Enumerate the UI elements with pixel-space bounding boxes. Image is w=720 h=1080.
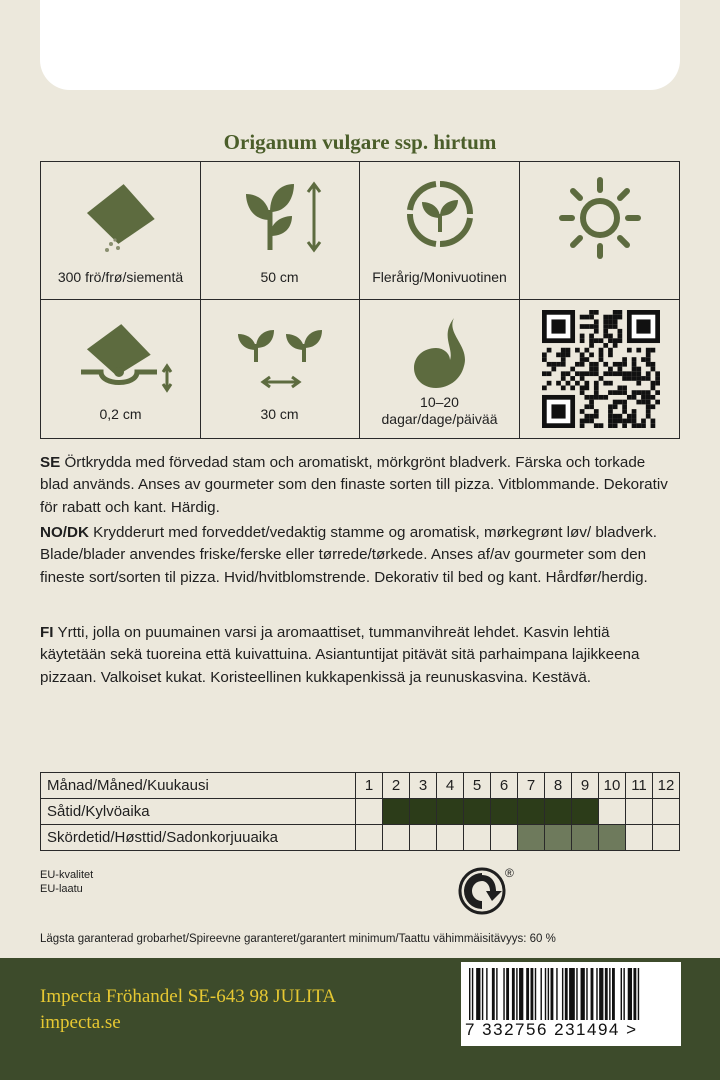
icon-grid (40, 161, 680, 439)
eu-quality-fi: EU-laatu (40, 883, 83, 895)
month-12: 12 (653, 773, 680, 799)
description-se-text: Örtkrydda med förvedad stam och aromatiskt, mörkgrönt bladverk. Färska och torkade blad används. Anses av gourmeter som den finaste sorten till pizza. Vitblommande. Dekorativ för rabatt och kant. Härdig. (40, 454, 668, 516)
sowing-month-7 (518, 799, 545, 825)
month-5: 5 (464, 773, 491, 799)
qr-code-icon[interactable] (542, 310, 660, 428)
month-8: 8 (545, 773, 572, 799)
plant-height-cell (200, 162, 360, 300)
lang-tag-se: SE (40, 454, 61, 471)
sowing-month-10 (599, 799, 626, 825)
sowing-depth-label: 0,2 cm (99, 406, 142, 422)
month-2: 2 (383, 773, 410, 799)
company-website[interactable]: impecta.se (40, 1012, 121, 1033)
plant-spacing-icon (234, 326, 328, 396)
perennial-label: Flerårig/Monivuotinen (372, 269, 507, 285)
sowing-month-11 (626, 799, 653, 825)
month-4: 4 (437, 773, 464, 799)
harvest-month-5 (464, 825, 491, 851)
eu-quality-sv: EU-kvalitet (40, 869, 94, 881)
harvest-month-4 (437, 825, 464, 851)
harvest-month-7 (518, 825, 545, 851)
sowing-month-12 (653, 799, 680, 825)
harvest-month-2 (383, 825, 410, 851)
month-11: 11 (626, 773, 653, 799)
calendar-sowing-row (41, 799, 680, 825)
qr-cell (520, 300, 680, 438)
barcode (461, 962, 681, 1046)
germination-icon (410, 316, 474, 392)
month-7: 7 (518, 773, 545, 799)
sun-cell (520, 162, 680, 300)
sowing-month-4 (437, 799, 464, 825)
description-no-dk-text: Krydderurt med forveddet/vedaktig stamme og aromatisk, mørkegrønt løv/ bladverk. Blade/blader anvendes friske/ferske eller tørrede/tørkede. Anses af/av gourmeter som den fineste sort/sorten til pizza. Hvid/hvitblomstrende. Dekorativ til bed og kant. Hårdfør/herdig. (40, 524, 657, 586)
month-3: 3 (410, 773, 437, 799)
sun-icon (558, 176, 642, 260)
sowing-label: Såtid/Kylvöaika (41, 799, 356, 825)
seed-count-label: 300 frö/frø/siementä (57, 269, 184, 285)
harvest-month-10 (599, 825, 626, 851)
month-header: Månad/Måned/Kuukausi (41, 773, 356, 799)
plant-height-icon (240, 180, 330, 260)
description-fi-text: Yrtti, jolla on puumainen varsi ja aromaattiset, tummanvihreät lehdet. Kasvin lehtiä käytetään sekä tuoreina että kuivattuina. Asiantuntijat pitävät sitä parhaimpana lajikkeena pizzaan. Valkoiset kukat. Koristeellinen kukkapenkissä ja reunuskasvina. Kestävä. (40, 624, 640, 686)
calendar-month-row (41, 773, 680, 799)
company-address: Impecta Fröhandel SE-643 98 JULITA (40, 986, 337, 1007)
month-6: 6 (491, 773, 518, 799)
description-fi (40, 622, 676, 689)
seed-count-cell (41, 162, 201, 300)
plant-spacing-cell (200, 300, 360, 438)
plant-spacing-label: 30 cm (260, 406, 299, 422)
harvest-month-12 (653, 825, 680, 851)
germination-days-label: 10–20 (420, 394, 459, 410)
harvest-label: Skördetid/Høsttid/Sadonkorjuuaika (41, 825, 356, 851)
seed-packet-icon (81, 182, 161, 252)
harvest-month-8 (545, 825, 572, 851)
sowing-month-2 (383, 799, 410, 825)
harvest-month-11 (626, 825, 653, 851)
germination-guarantee: Lägsta garanterad grobarhet/Spireevne garanteret/garantert minimum/Taattu vähimmäisitävyys: 60 % (40, 933, 556, 945)
plant-height-label: 50 cm (260, 269, 299, 285)
month-1: 1 (356, 773, 383, 799)
harvest-month-9 (572, 825, 599, 851)
hang-tab-cutout (40, 0, 680, 90)
lang-tag-no-dk: NO/DK (40, 524, 89, 541)
month-10: 10 (599, 773, 626, 799)
barcode-number: 7 332756 231494 > (465, 1020, 638, 1039)
lang-tag-fi: FI (40, 624, 54, 641)
registered-mark: ® (505, 866, 514, 880)
sowing-month-9 (572, 799, 599, 825)
germination-unit-label: dagar/dage/päivää (381, 411, 498, 427)
green-dot-recycling-icon (458, 867, 506, 915)
sowing-month-5 (464, 799, 491, 825)
perennial-cell (360, 162, 520, 300)
sowing-month-1 (356, 799, 383, 825)
sowing-month-3 (410, 799, 437, 825)
latin-name: Origanum vulgare ssp. hirtum (223, 130, 497, 154)
harvest-month-3 (410, 825, 437, 851)
sowing-depth-icon (79, 322, 179, 402)
harvest-month-1 (356, 825, 383, 851)
sowing-month-8 (545, 799, 572, 825)
description-se (40, 452, 676, 519)
calendar-harvest-row (41, 825, 680, 851)
barcode-bars (467, 968, 675, 1020)
month-9: 9 (572, 773, 599, 799)
germination-cell (360, 300, 520, 438)
harvest-month-6 (491, 825, 518, 851)
description-no-dk (40, 522, 676, 589)
growing-calendar (40, 772, 680, 851)
sowing-depth-cell (41, 300, 201, 438)
sowing-month-6 (491, 799, 518, 825)
perennial-cycle-icon (404, 178, 476, 250)
